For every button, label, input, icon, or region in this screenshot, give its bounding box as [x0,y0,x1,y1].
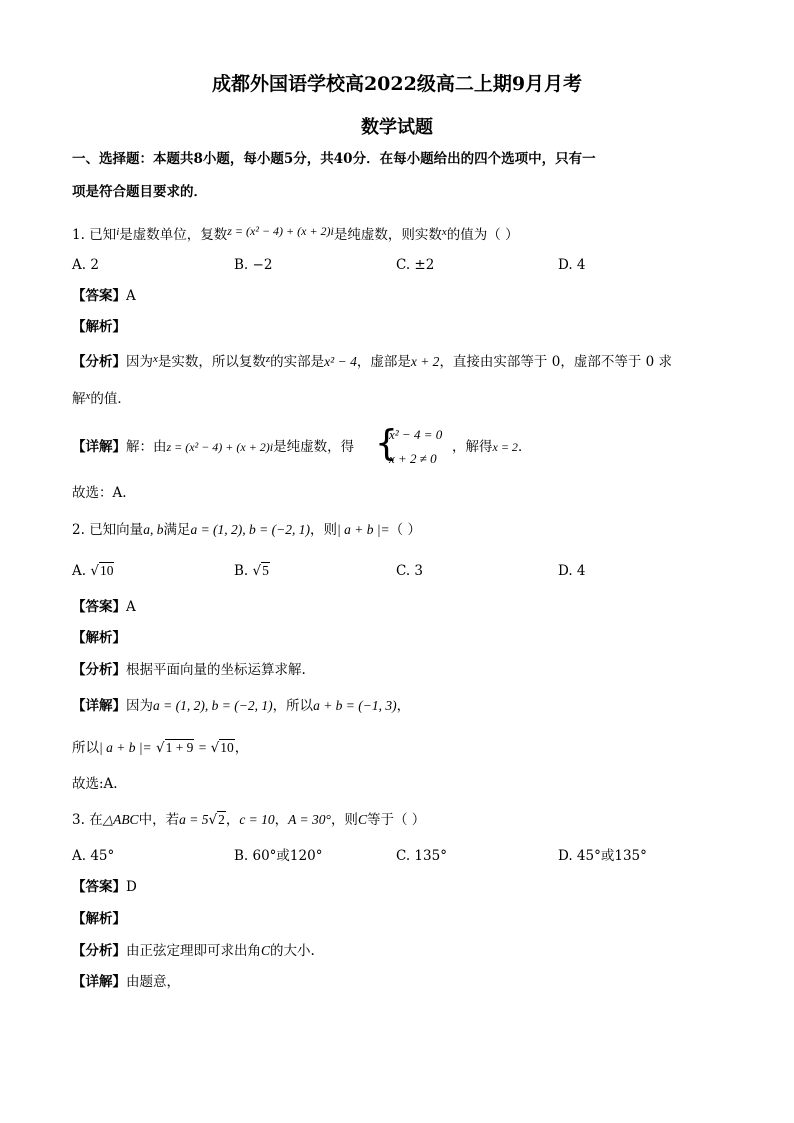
q1-answer: 【答案】A [72,288,136,304]
q2-option-d: D. 4 [558,563,586,579]
q1-stem: 1. 已知$^i$是虚数单位，复数z = (x² − 4) + (x + 2)i是纯虚数，则实数$^x$的值为（ ） [72,224,519,243]
q1-jiexi: 【解析】 [72,319,126,335]
q1-option-c: C. ±2 [396,257,435,273]
q2-jiexi: 【解析】 [72,630,126,646]
q3-option-b: B. 60°或120° [234,848,323,864]
q3-answer: 【答案】D [72,879,137,895]
q3-option-d: D. 45°或135° [558,848,647,864]
page-subtitle: 数学试题 [361,117,433,138]
q1-fenxi-line2: 解$^x$的值． [72,390,131,407]
q2-xiangjie-line2: 所以| a + b |= √1 + 9 = √10， [72,740,249,756]
q2-option-c: C. 3 [396,563,424,579]
q1-xiangjie: 【详解】解：由z = (x² − 4) + (x + 2)i是纯虚数，得 [72,439,355,455]
page-title: 成都外国语学校高2022级高二上期9月月考 [211,73,583,95]
q2-guxuan: 故选:A. [72,776,118,792]
q2-option-b: B. √5 [234,563,269,579]
q3-jiexi: 【解析】 [72,911,126,927]
q1-xiangjie-result: ，解得x = 2． [452,439,532,455]
q2-stem: 2. 已知向量a, b满足a = (1, 2), b = (−2, 1)，则| a + b |=（ ） [72,522,421,538]
q3-stem: 3. 在△ABC中，若a = 5√2，c = 10，A = 30°，则C等于（ ） [72,812,426,828]
q2-answer: 【答案】A [72,599,136,615]
q1-option-b: B. −2 [234,257,273,273]
q3-option-c: C. 135° [396,848,447,864]
q2-fenxi: 【分析】根据平面向量的坐标运算求解. [72,662,306,678]
q1-fenxi: 【分析】因为$^x$是实数，所以复数$^z$的实部是x² − 4，虚部是x + 2，直接由实部等于 0，虚部不等于 0 求 [72,353,672,370]
q1-guxuan: 故选：A. [72,485,127,501]
q1-system-eq2: x + 2 ≠ 0 [389,451,437,466]
q3-fenxi: 【分析】由正弦定理即可求出角C的大小. [72,943,315,959]
q3-xiangjie: 【详解】由题意， [72,974,180,990]
q3-option-a: A. 45° [72,848,115,864]
q1-option-a: A. 2 [72,257,99,273]
q1-option-d: D. 4 [558,257,586,273]
section-heading-line2: 项是符合题目要求的． [72,184,207,200]
q1-system-eq1: x² − 4 = 0 [389,427,443,442]
system-brace-icon: { [375,423,398,464]
q2-xiangjie: 【详解】因为a = (1, 2), b = (−2, 1)，所以a + b = (−1, 3)， [72,698,411,714]
q2-option-a: A. √10 [72,563,114,579]
section-heading-line1: 一、选择题：本题共8小题，每小题5分，共40分．在每小题给出的四个选项中，只有一 [72,151,596,167]
